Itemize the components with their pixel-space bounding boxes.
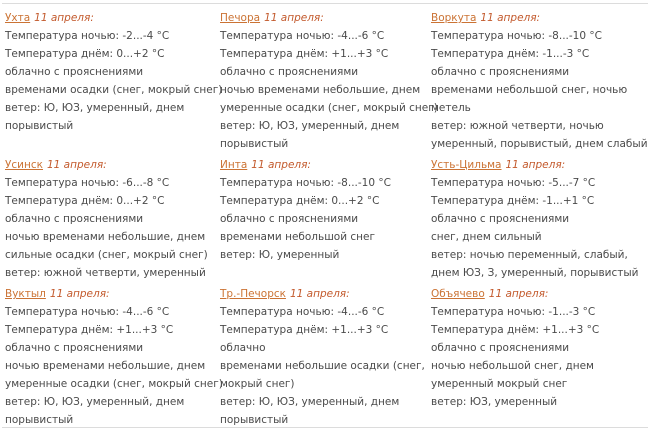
forecast-line: ветер: Ю, ЮЗ, умеренный, днем [220, 396, 400, 408]
city-link[interactable]: Печора [220, 12, 261, 24]
city-link[interactable]: Воркута [431, 12, 477, 24]
forecast-header [431, 156, 670, 174]
forecast-line: ветер: Ю, ЮЗ, умеренный, днем [5, 396, 185, 408]
forecast-line: умеренный, порывистый, днем слабый [431, 138, 648, 150]
forecast-line: Температура днём: +1...+3 °C [220, 48, 389, 60]
forecast-line: облачно с прояснениями [431, 342, 570, 354]
forecast-line: облачно с прояснениями [5, 66, 144, 78]
forecast-block-inta [220, 156, 431, 264]
forecast-date: 11 апреля: [488, 288, 549, 300]
forecast-line: облачно с прояснениями [5, 213, 144, 225]
forecast-line: порывистый [5, 120, 74, 132]
forecast-header [5, 9, 220, 27]
forecast-line: облачно [220, 342, 266, 354]
forecast-line: Температура днём: 0...+2 °C [220, 195, 380, 207]
forecast-header [5, 156, 220, 174]
forecast-header [431, 285, 670, 303]
forecast-line: порывистый [220, 138, 289, 150]
forecast-block-ust-tsilma [431, 156, 670, 282]
forecast-line: ветер: ночью переменный, слабый, [431, 249, 628, 261]
forecast-line: облачно с прояснениями [220, 213, 359, 225]
forecast-block-obyachevo [431, 285, 670, 411]
forecast-line: ветер: Ю, умеренный [220, 249, 340, 261]
city-link[interactable]: Усинск [5, 159, 43, 171]
forecast-line: умеренные осадки (снег, мокрый снег) [220, 102, 438, 114]
forecast-line: Температура днём: -1...+1 °C [431, 195, 595, 207]
forecast-line: облачно с прояснениями [431, 213, 570, 225]
forecast-line: ветер: Ю, ЮЗ, умеренный, днем [220, 120, 400, 132]
city-link[interactable]: Вуктыл [5, 288, 46, 300]
city-link[interactable]: Инта [220, 159, 248, 171]
forecast-line: Температура ночью: -4...-6 °C [220, 306, 385, 318]
forecast-line: Температура ночью: -1...-3 °C [431, 306, 596, 318]
forecast-header [220, 156, 431, 174]
forecast-line: ветер: Ю, ЮЗ, умеренный, днем [5, 102, 185, 114]
forecast-grid [5, 9, 670, 429]
city-link[interactable]: Тр.-Печорск [220, 288, 286, 300]
forecast-line: облачно с прояснениями [431, 66, 570, 78]
forecast-date: 11 апреля: [49, 288, 110, 300]
forecast-line: сильные осадки (снег, мокрый снег) [5, 249, 208, 261]
forecast-line: умеренный мокрый снег [431, 378, 568, 390]
forecast-line: ветер: ЮЗ, умеренный [431, 396, 558, 408]
forecast-line: ночью временами небольшие, днем [5, 231, 206, 243]
forecast-date: 11 апреля: [505, 159, 566, 171]
forecast-date: 11 апреля: [34, 12, 94, 24]
forecast-line: снег, днем сильный [431, 231, 542, 243]
forecast-line: умеренные осадки (снег, мокрый снег) [5, 378, 223, 390]
forecast-line: мокрый снег) [220, 378, 295, 390]
forecast-line: порывистый [220, 414, 289, 426]
forecast-line: Температура ночью: -4...-6 °C [220, 30, 385, 42]
forecast-line: временами небольшой снег, ночью [431, 84, 628, 96]
forecast-block-pechora [220, 9, 438, 153]
forecast-date: 11 апреля: [46, 159, 107, 171]
forecast-line: ветер: южной четверти, умеренный [5, 267, 206, 279]
forecast-line: порывистый [5, 414, 74, 426]
forecast-line: временами небольшой снег [220, 231, 376, 243]
city-link[interactable]: Объячево [431, 288, 485, 300]
forecast-line: Температура ночью: -5...-7 °C [431, 177, 596, 189]
forecast-block-tr-pechorsk [220, 285, 431, 429]
forecast-header [220, 9, 431, 27]
forecast-line: Температура днём: +1...+3 °C [5, 324, 174, 336]
forecast-line: Температура днём: +1...+3 °C [220, 324, 389, 336]
bottom-divider [2, 427, 648, 428]
forecast-line: днем ЮЗ, З, умеренный, порывистый [431, 267, 639, 279]
forecast-date: 11 апреля: [251, 159, 311, 171]
forecast-block-vorkuta [431, 9, 670, 153]
forecast-line: облачно с прояснениями [5, 342, 144, 354]
forecast-line: Температура ночью: -6...-8 °C [5, 177, 170, 189]
forecast-line: временами небольшие осадки (снег, [220, 360, 425, 372]
forecast-line: облачно с прояснениями [220, 66, 359, 78]
forecast-line: Температура днём: -1...-3 °C [431, 48, 590, 60]
top-divider [2, 3, 648, 4]
forecast-line: временами осадки (снег, мокрый снег) [5, 84, 223, 96]
city-link[interactable]: Ухта [5, 12, 31, 24]
forecast-date: 11 апреля: [480, 12, 541, 24]
forecast-block-vuktyl [5, 285, 223, 429]
forecast-date: 11 апреля: [264, 12, 324, 24]
forecast-line: Температура днём: +1...+3 °C [431, 324, 600, 336]
forecast-line: ветер: южной четверти, ночью [431, 120, 604, 132]
forecast-line: Температура ночью: -8...-10 °C [431, 30, 602, 42]
forecast-date: 11 апреля: [289, 288, 350, 300]
forecast-line: ночью временами небольшие, днем [5, 360, 206, 372]
forecast-block-usinsk [5, 156, 220, 282]
forecast-header [431, 9, 670, 27]
forecast-line: Температура днём: 0...+2 °C [5, 48, 165, 60]
forecast-line: метель [431, 102, 471, 114]
city-link[interactable]: Усть-Цильма [431, 159, 502, 171]
forecast-line: ночью временами небольшие, днем [220, 84, 421, 96]
forecast-header [220, 285, 431, 303]
forecast-line: ночью небольшой снег, днем [431, 360, 594, 372]
forecast-line: Температура ночью: -8...-10 °C [220, 177, 391, 189]
forecast-line: Температура ночью: -4...-6 °C [5, 306, 170, 318]
forecast-line: Температура ночью: -2...-4 °C [5, 30, 170, 42]
forecast-block-ukhta [5, 9, 223, 135]
forecast-line: Температура днём: 0...+2 °C [5, 195, 165, 207]
forecast-header [5, 285, 220, 303]
